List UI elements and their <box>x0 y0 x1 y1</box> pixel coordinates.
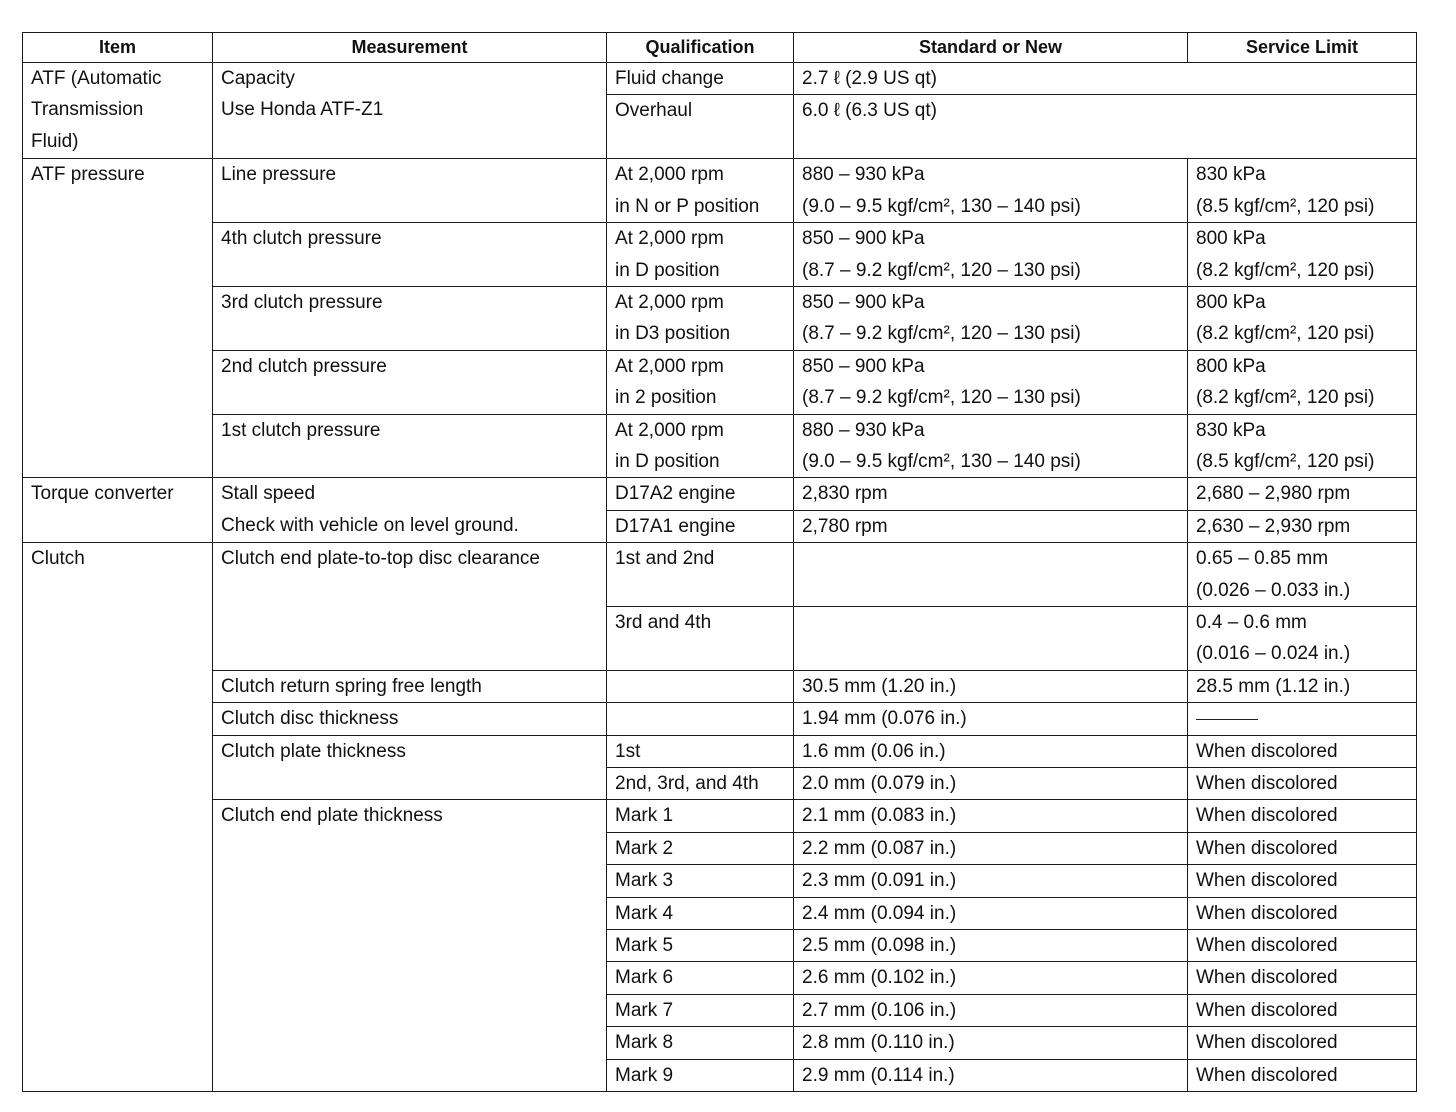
measurement-line: Use Honda ATF-Z1 <box>221 99 384 121</box>
measurement-atf <box>213 63 607 159</box>
standard-cell: 2.5 mm (0.098 in.) <box>794 929 1188 961</box>
standard-cell <box>794 414 1188 478</box>
qualification-cell: Overhaul <box>607 95 794 159</box>
standard-cell: 2.0 mm (0.079 in.) <box>794 767 1188 799</box>
item-atf-line: ATF (Automatic <box>31 68 162 89</box>
limit-line: (8.5 kgf/cm², 120 psi) <box>1196 195 1375 217</box>
limit-line: 0.65 – 0.85 mm <box>1196 548 1329 570</box>
standard-cell <box>794 223 1188 287</box>
header-qualification: Qualification <box>607 33 794 63</box>
qualification-cell <box>607 414 794 478</box>
limit-line: 830 kPa <box>1196 419 1266 441</box>
qualification-cell: Mark 6 <box>607 962 794 994</box>
measurement-torque <box>213 478 607 543</box>
standard-cell <box>794 159 1188 223</box>
qualification-cell <box>607 286 794 350</box>
limit-cell: When discolored <box>1188 735 1417 767</box>
header-row <box>23 33 1417 63</box>
standard-cell <box>794 286 1188 350</box>
measurement-line: Check with vehicle on level ground. <box>221 514 519 536</box>
limit-cell <box>1188 703 1417 735</box>
limit-cell: When discolored <box>1188 1027 1417 1059</box>
qualification-cell: Mark 4 <box>607 897 794 929</box>
limit-cell <box>1188 223 1417 287</box>
table-row <box>23 414 1417 478</box>
item-atf <box>23 63 213 159</box>
item-atf-line: Fluid) <box>31 130 79 152</box>
table-row <box>23 63 1417 95</box>
limit-line: 800 kPa <box>1196 291 1266 313</box>
limit-line: 800 kPa <box>1196 228 1266 250</box>
limit-cell: When discolored <box>1188 832 1417 864</box>
measurement-line: Capacity <box>221 68 295 89</box>
qualification-cell <box>607 703 794 735</box>
qualification-line: in D position <box>615 450 720 472</box>
item-torque-converter: Torque converter <box>23 478 213 543</box>
measurement-cell: 4th clutch pressure <box>213 223 607 287</box>
qualification-cell: Mark 8 <box>607 1027 794 1059</box>
limit-line: 830 kPa <box>1196 164 1266 186</box>
standard-line: 850 – 900 kPa <box>802 228 925 250</box>
limit-cell: 2,680 – 2,980 rpm <box>1188 478 1417 510</box>
item-atf-pressure: ATF pressure <box>23 159 213 478</box>
qualification-cell: Fluid change <box>607 63 794 95</box>
qualification-line: At 2,000 rpm <box>615 228 724 250</box>
limit-line: 0.4 – 0.6 mm <box>1196 611 1307 633</box>
qualification-cell: D17A2 engine <box>607 478 794 510</box>
limit-cell: When discolored <box>1188 800 1417 832</box>
item-clutch: Clutch <box>23 543 213 1092</box>
measurement-cell: Line pressure <box>213 159 607 223</box>
qualification-line: At 2,000 rpm <box>615 419 724 441</box>
no-limit-dash <box>1196 719 1258 720</box>
limit-line: (8.2 kgf/cm², 120 psi) <box>1196 323 1375 345</box>
measurement-cell: Clutch disc thickness <box>213 703 607 735</box>
limit-line: (0.026 – 0.033 in.) <box>1196 579 1351 601</box>
qualification-cell: Mark 1 <box>607 800 794 832</box>
qualification-cell: 3rd and 4th <box>607 606 794 670</box>
limit-cell: When discolored <box>1188 962 1417 994</box>
limit-line: (8.5 kgf/cm², 120 psi) <box>1196 450 1375 472</box>
standard-cell: 2.4 mm (0.094 in.) <box>794 897 1188 929</box>
qualification-cell <box>607 350 794 414</box>
measurement-cell: 2nd clutch pressure <box>213 350 607 414</box>
measurement-cell: Clutch plate thickness <box>213 735 607 800</box>
limit-cell <box>1188 286 1417 350</box>
standard-cell <box>794 350 1188 414</box>
limit-line: (0.016 – 0.024 in.) <box>1196 643 1351 665</box>
standard-cell: 2.1 mm (0.083 in.) <box>794 800 1188 832</box>
measurement-cell: 1st clutch pressure <box>213 414 607 478</box>
standard-cell: 2,780 rpm <box>794 510 1188 542</box>
qualification-cell: Mark 9 <box>607 1059 794 1091</box>
header-measurement: Measurement <box>213 33 607 63</box>
qualification-cell <box>607 159 794 223</box>
standard-cell: 30.5 mm (1.20 in.) <box>794 670 1188 702</box>
standard-cell: 2.9 mm (0.114 in.) <box>794 1059 1188 1091</box>
limit-cell <box>1188 543 1417 607</box>
qualification-cell: 1st and 2nd <box>607 543 794 607</box>
standard-line: 880 – 930 kPa <box>802 164 925 186</box>
limit-cell: 2,630 – 2,930 rpm <box>1188 510 1417 542</box>
standard-cell: 2.6 mm (0.102 in.) <box>794 962 1188 994</box>
qualification-cell: 1st <box>607 735 794 767</box>
table-row <box>23 800 1417 832</box>
limit-cell: 28.5 mm (1.12 in.) <box>1188 670 1417 702</box>
standard-cell: 6.0 ℓ (6.3 US qt) <box>794 95 1417 159</box>
qualification-line: At 2,000 rpm <box>615 355 724 377</box>
limit-cell: When discolored <box>1188 865 1417 897</box>
standard-cell: 2.8 mm (0.110 in.) <box>794 1027 1188 1059</box>
qualification-cell: Mark 3 <box>607 865 794 897</box>
standard-line: (9.0 – 9.5 kgf/cm², 130 – 140 psi) <box>802 450 1081 472</box>
item-atf-line: Transmission <box>31 99 144 121</box>
limit-cell <box>1188 350 1417 414</box>
standard-cell: 1.94 mm (0.076 in.) <box>794 703 1188 735</box>
table-row <box>23 478 1417 510</box>
qualification-line: in D position <box>615 259 720 281</box>
qualification-line: At 2,000 rpm <box>615 164 724 186</box>
standard-line: (8.7 – 9.2 kgf/cm², 120 – 130 psi) <box>802 387 1081 409</box>
standard-line: 850 – 900 kPa <box>802 355 925 377</box>
standard-cell: 2.2 mm (0.087 in.) <box>794 832 1188 864</box>
qualification-cell <box>607 670 794 702</box>
measurement-cell: Clutch end plate thickness <box>213 800 607 1092</box>
standard-cell: 2.7 ℓ (2.9 US qt) <box>794 63 1417 95</box>
qualification-line: At 2,000 rpm <box>615 291 724 313</box>
table-row <box>23 350 1417 414</box>
qualification-line: in D3 position <box>615 323 731 345</box>
table-row <box>23 703 1417 735</box>
qualification-cell: D17A1 engine <box>607 510 794 542</box>
measurement-line: Stall speed <box>221 483 316 505</box>
qualification-cell <box>607 223 794 287</box>
limit-cell: When discolored <box>1188 1059 1417 1091</box>
table-row <box>23 670 1417 702</box>
header-item: Item <box>23 33 213 63</box>
limit-cell <box>1188 606 1417 670</box>
standard-line: 850 – 900 kPa <box>802 291 925 313</box>
limit-cell: When discolored <box>1188 767 1417 799</box>
limit-cell: When discolored <box>1188 929 1417 961</box>
table-row <box>23 223 1417 287</box>
standard-cell <box>794 543 1188 607</box>
measurement-cell: Clutch return spring free length <box>213 670 607 702</box>
table-row <box>23 543 1417 607</box>
table-row <box>23 735 1417 767</box>
limit-cell <box>1188 159 1417 223</box>
header-standard: Standard or New <box>794 33 1188 63</box>
standard-cell: 2.7 mm (0.106 in.) <box>794 994 1188 1026</box>
limit-cell: When discolored <box>1188 994 1417 1026</box>
standard-cell <box>794 606 1188 670</box>
standard-line: (9.0 – 9.5 kgf/cm², 130 – 140 psi) <box>802 195 1081 217</box>
limit-line: (8.2 kgf/cm², 120 psi) <box>1196 259 1375 281</box>
qualification-line: in N or P position <box>615 195 760 217</box>
table-row <box>23 286 1417 350</box>
qualification-cell: Mark 2 <box>607 832 794 864</box>
measurement-cell: Clutch end plate-to-top disc clearance <box>213 543 607 671</box>
table-row <box>23 159 1417 223</box>
qualification-cell: Mark 7 <box>607 994 794 1026</box>
standard-line: (8.7 – 9.2 kgf/cm², 120 – 130 psi) <box>802 323 1081 345</box>
qualification-cell: Mark 5 <box>607 929 794 961</box>
limit-cell: When discolored <box>1188 897 1417 929</box>
standard-cell: 1.6 mm (0.06 in.) <box>794 735 1188 767</box>
header-service-limit: Service Limit <box>1188 33 1417 63</box>
qualification-line: in 2 position <box>615 387 717 409</box>
limit-line: 800 kPa <box>1196 355 1266 377</box>
specifications-table <box>22 32 1417 1092</box>
standard-line: (8.7 – 9.2 kgf/cm², 120 – 130 psi) <box>802 259 1081 281</box>
standard-line: 880 – 930 kPa <box>802 419 925 441</box>
qualification-cell: 2nd, 3rd, and 4th <box>607 767 794 799</box>
standard-cell: 2,830 rpm <box>794 478 1188 510</box>
limit-line: (8.2 kgf/cm², 120 psi) <box>1196 387 1375 409</box>
standard-cell: 2.3 mm (0.091 in.) <box>794 865 1188 897</box>
measurement-cell: 3rd clutch pressure <box>213 286 607 350</box>
limit-cell <box>1188 414 1417 478</box>
